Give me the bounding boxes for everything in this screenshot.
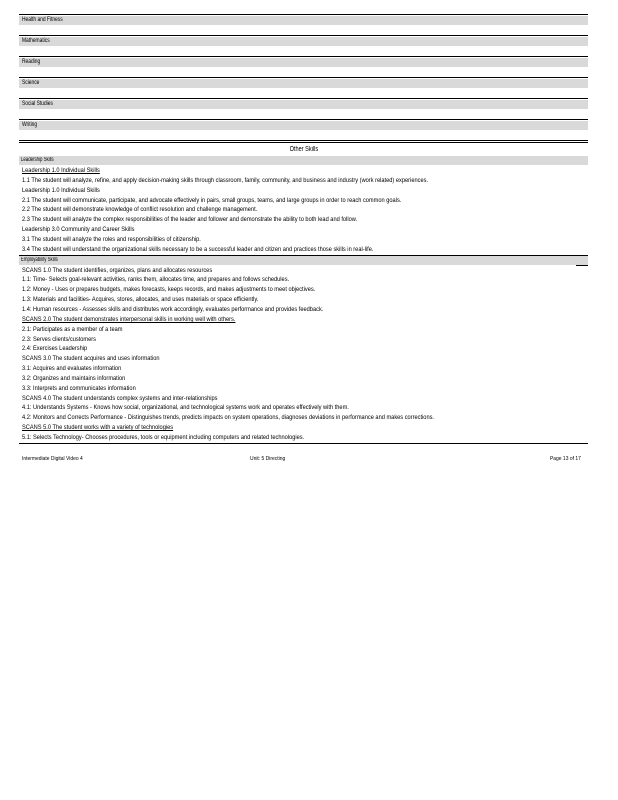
standard-line: 1.2: Money - Uses or prepares budgets, makes forecasts, keeps records, and makes adjustments to meet objectives.: [22, 286, 316, 294]
subject-shading: [19, 121, 588, 130]
subject-shading: [19, 58, 588, 67]
header-rule: [576, 265, 588, 266]
standard-line: 2.1 The student will communicate, participate, and advocate effectively in pairs, small groups, teams, and large groups in order to reach common goals.: [22, 196, 402, 204]
page-footer: [22, 454, 585, 464]
subjects-table: [19, 14, 588, 141]
standard-line: 4.2: Monitors and Corrects Performance - Distinguishes trends, predicts impacts on system operations, diagnoses deviations in performance and makes corrections.: [22, 414, 435, 422]
standard-line: 1.1: Time- Selects goal-relevant activities, ranks them, allocates time, and prepares and follows schedules.: [22, 276, 290, 284]
leadership-header: Leadership Skills: [19, 156, 588, 165]
subject-label: Writing: [22, 121, 38, 128]
standard-line: 2.1: Participates as a member of a team: [22, 325, 123, 333]
subject-label: Health and Fitness: [22, 16, 63, 23]
standard-line: 3.1: Acquires and evaluates information: [22, 365, 122, 373]
document-page: [19, 14, 588, 444]
standard-line: Leadership 1.0 Individual Skills: [22, 167, 100, 174]
standard-line: 2.2 The student will demonstrate knowledge of conflict resolution and challenge management.: [22, 206, 258, 214]
standard-line: 5.1: Selects Technology- Chooses procedures, tools or equipment including computers and related technologies.: [22, 433, 305, 441]
standard-line: 3.2: Organizes and maintains information: [22, 374, 126, 382]
standard-line: Leadership 1.0 Individual Skills: [22, 186, 100, 194]
standard-line: 1.3: Materials and facilities- Acquires, stores, allocates, and uses materials or space efficiently.: [22, 296, 259, 304]
footer-page-number: Page 13 of 17: [550, 456, 581, 462]
standard-line: 1.4: Human resources - Assesses skills and distributes work accordingly, evaluates performance and provides feedback.: [22, 305, 324, 313]
standard-line: 3.3: Interprets and communicates information: [22, 384, 136, 392]
subject-label: Science: [22, 79, 40, 86]
subject-shading: [19, 100, 588, 109]
leadership-standards-list: [19, 165, 588, 256]
subject-row: [19, 120, 588, 140]
employability-section: [19, 256, 588, 444]
employability-standards-list: [19, 265, 588, 444]
standard-line: SCANS 4.0 The student understands complex systems and inter-relationships: [22, 394, 218, 402]
subject-shading: [19, 37, 588, 46]
subject-label: Social Studies: [22, 100, 53, 107]
subject-row: [19, 36, 588, 57]
standard-line: SCANS 5.0 The student works with a variety of technologies: [22, 424, 174, 432]
standard-line: 2.4: Exercises Leadership: [22, 345, 88, 353]
other-skills-title: Other Skills: [19, 142, 588, 156]
standard-line: 1.1 The student will analyze, refine, and apply decision-making skills through classroom, family, community, and business and industry (work related) experiences.: [22, 176, 429, 184]
subject-row: [19, 78, 588, 99]
standard-line: Leadership 3.0 Community and Career Skills: [22, 226, 135, 234]
subject-label: Mathematics: [22, 37, 50, 44]
leadership-section: [19, 156, 588, 256]
subject-row: [19, 15, 588, 36]
standard-line: SCANS 3.0 The student acquires and uses information: [22, 355, 160, 363]
standard-line: 3.1 The student will analyze the roles and responsibilities of citizenship.: [22, 235, 201, 243]
subject-shading: [19, 79, 588, 88]
subject-label: Reading: [22, 58, 41, 65]
standard-line: 4.1: Understands Systems - Knows how social, organizational, and technological systems work and operates effectively with them.: [22, 404, 349, 412]
standard-line: SCANS 2.0 The student demonstrates interpersonal skills in working well with others.: [22, 315, 236, 323]
standard-line: 2.3 The student will analyze the complex responsibilities of the leader and follower and demonstrate the ability to both lead and follow.: [22, 216, 358, 224]
employability-header: Employability Skills: [19, 256, 588, 265]
subject-row: [19, 57, 588, 78]
subject-shading: [19, 16, 588, 25]
standard-line: SCANS 1.0 The student identifies, organizes, plans and allocates resources: [22, 266, 213, 274]
footer-unit: Unit: 5 Directing: [250, 456, 286, 462]
footer-course: Intermediate Digital Video 4: [22, 456, 83, 462]
standard-line: 3.4 The student will understand the organizational skills necessary to be a successful leader and citizen and practices those skills in real-life.: [22, 245, 374, 253]
standard-line: 2.3: Serves clients/customers: [22, 335, 97, 343]
subject-row: [19, 99, 588, 120]
